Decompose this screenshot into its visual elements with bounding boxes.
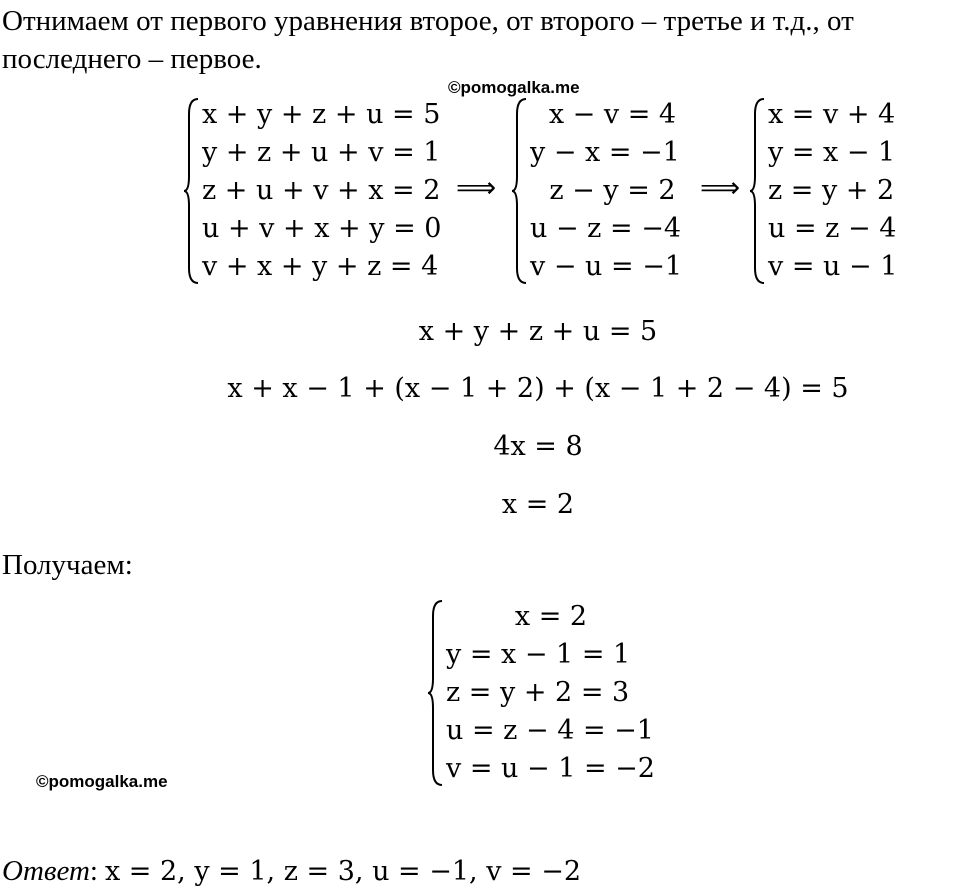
system-2-row: v − u = −1: [530, 251, 683, 282]
answer: [2, 852, 581, 891]
system-1-row: x + y + z + u = 5: [202, 99, 441, 130]
derivation-line: 4x = 8: [493, 431, 583, 462]
result-system: [426, 598, 686, 788]
intro-line-1: Отнимаем от первого уравнения второе, от второго – третье и т.д., от: [2, 5, 854, 37]
watermark-bottom: ©pomogalka.me: [36, 772, 168, 791]
system-2: [510, 96, 710, 286]
brace-icon: [510, 96, 530, 286]
system-1-row: y + z + u + v = 1: [202, 137, 441, 168]
result-system-row: x = 2: [514, 601, 588, 632]
derivation-line: x + x − 1 + (x − 1 + 2) + (x − 1 + 2 − 4) = 5: [227, 373, 849, 404]
system-2-row: u − z = −4: [530, 213, 681, 244]
system-3-row: v = u − 1: [768, 251, 898, 282]
system-2-row: y − x = −1: [530, 137, 680, 168]
answer-text: x = 2, y = 1, z = 3, u = −1, v = −2: [104, 856, 582, 887]
result-system-row: v = u − 1 = −2: [446, 753, 655, 784]
system-1-row: z + u + v + x = 2: [202, 175, 441, 206]
answer-colon: :: [89, 855, 98, 887]
answer-label: Ответ: [2, 855, 90, 887]
system-3-row: x = v + 4: [768, 99, 896, 130]
intro-line-2: последнего – первое.: [2, 43, 262, 75]
derivation-line: x + y + z + u = 5: [418, 316, 658, 347]
derivation-line: x = 2: [501, 489, 575, 520]
system-1-row: v + x + y + z = 4: [202, 251, 439, 282]
brace-icon: [426, 598, 446, 788]
result-system-row: y = x − 1 = 1: [446, 639, 631, 670]
system-1: [182, 96, 462, 286]
brace-icon: [748, 96, 768, 286]
system-3-row: u = z − 4: [768, 213, 897, 244]
system-2-row: z − y = 2: [549, 175, 676, 206]
result-label: Получаем:: [2, 549, 133, 581]
system-3-row: z = y + 2: [768, 175, 895, 206]
system-2-row: x − v = 4: [548, 99, 677, 130]
system-3-row: y = x − 1: [768, 137, 896, 168]
system-3: [748, 96, 948, 286]
result-system-row: z = y + 2 = 3: [446, 677, 630, 708]
implies-arrow-2: ⟹: [700, 171, 741, 204]
implies-arrow-1: ⟹: [456, 171, 497, 204]
brace-icon: [182, 96, 202, 286]
result-system-row: u = z − 4 = −1: [446, 715, 654, 746]
watermark-top: ©pomogalka.me: [448, 78, 580, 97]
system-1-row: u + v + x + y = 0: [202, 213, 442, 244]
